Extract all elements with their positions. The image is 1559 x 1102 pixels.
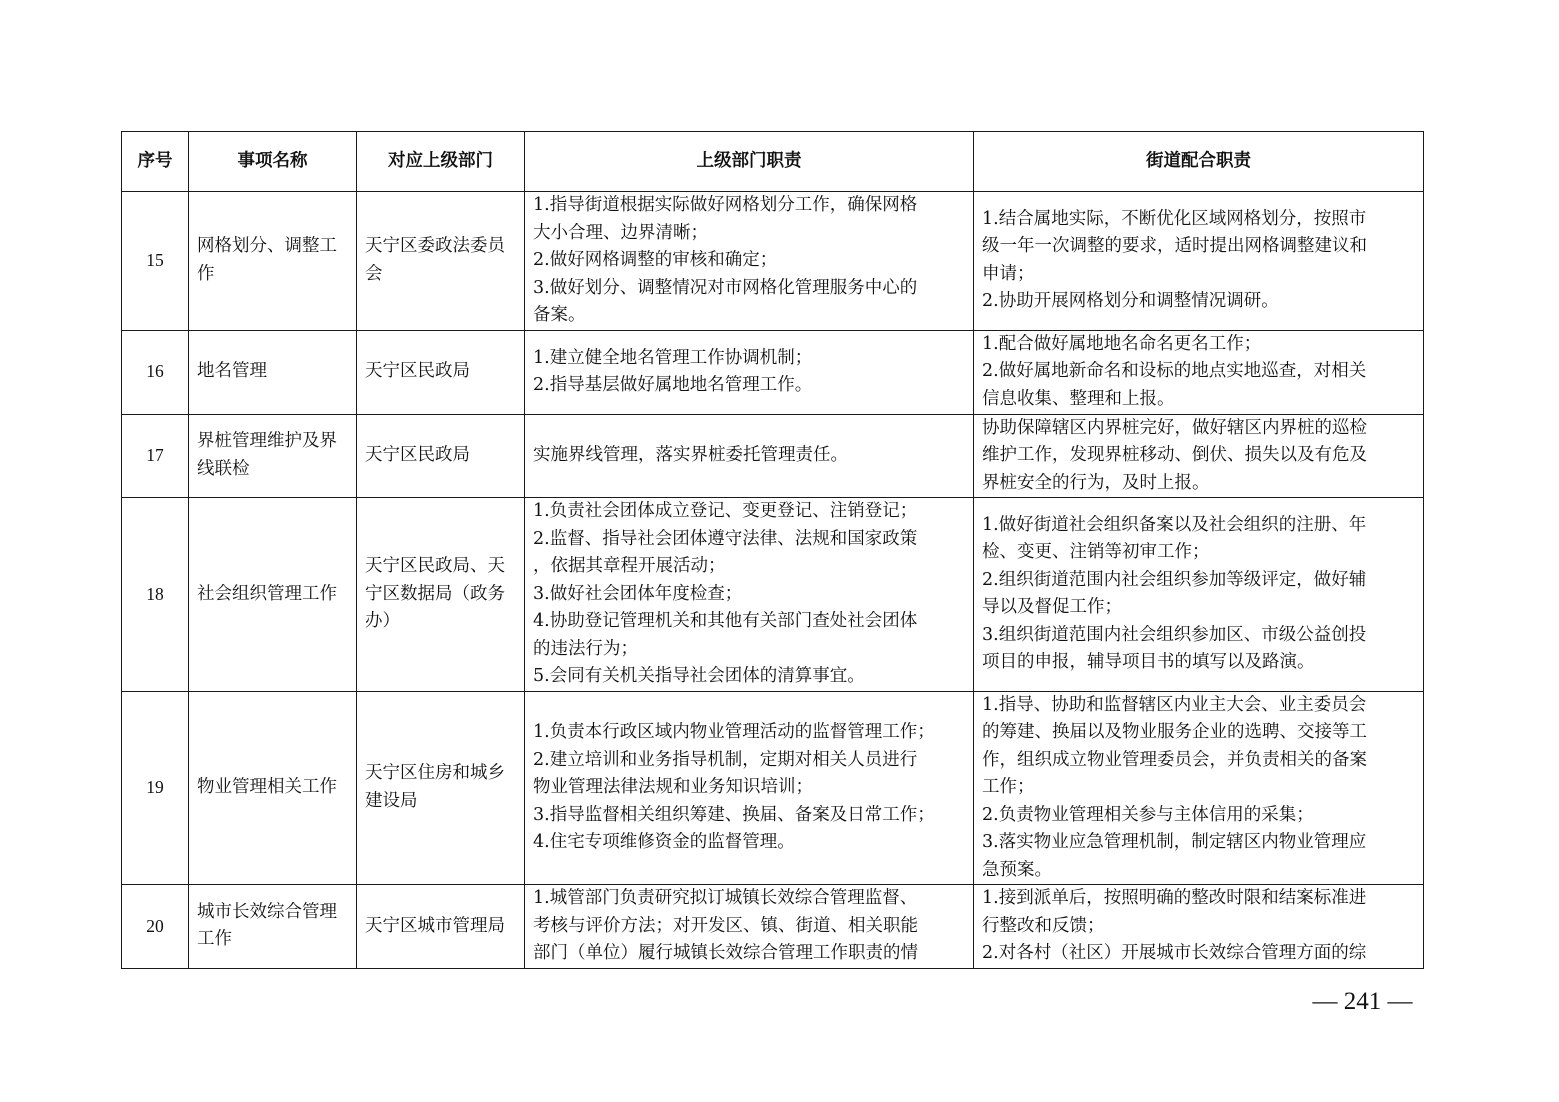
table-row — [122, 885, 1424, 969]
header-superior-duties: 上级部门职责 — [525, 132, 974, 192]
superior-duties — [525, 885, 974, 969]
duty-line: 部门（单位）履行城镇长效综合管理工作职责的情 — [533, 943, 918, 963]
duty-line: ，依据其章程开展活动； — [533, 556, 726, 576]
duty-line: 急预案。 — [982, 859, 1052, 880]
header-no: 序号 — [122, 132, 189, 192]
duty-line: 3.做好划分、调整情况对市网格化管理服务中心的 — [533, 277, 918, 298]
page-number: — 241 — — [1312, 988, 1413, 1015]
duty-line: 的筹建、换届以及物业服务企业的选聘、交接等工 — [982, 722, 1367, 742]
superior-duties — [525, 691, 974, 885]
item-name: 社会组织管理工作 — [189, 498, 357, 692]
header-item-name: 事项名称 — [189, 132, 357, 192]
duty-line: 维护工作，发现界桩移动、倒伏、损失以及有危及 — [982, 445, 1367, 465]
superior-department: 天宁区城市管理局 — [357, 885, 525, 969]
table-row — [122, 498, 1424, 692]
duty-line: 的违法行为； — [533, 638, 638, 659]
duty-line: 5.会同有关机关指导社会团体的清算事宜。 — [533, 666, 865, 686]
table-row — [122, 691, 1424, 885]
duty-line: 2.监督、指导社会团体遵守法律、法规和国家政策 — [533, 528, 918, 549]
duty-line: 2.做好属地新命名和设标的地点实地巡查，对相关 — [982, 361, 1367, 382]
duty-line: 项目的申报，辅导项目书的填写以及路演。 — [982, 652, 1315, 673]
header-street-duties: 街道配合职责 — [974, 132, 1424, 192]
item-name: 物业管理相关工作 — [189, 691, 357, 885]
row-number: 18 — [122, 498, 189, 692]
duties-table — [121, 131, 1424, 969]
row-number: 20 — [122, 885, 189, 969]
duty-line: 作，组织成立物业管理委员会，并负责相关的备案 — [982, 749, 1367, 770]
duty-line: 3.落实物业应急管理机制，制定辖区内物业管理应 — [982, 832, 1367, 852]
duty-line: 3.组织街道范围内社会组织参加区、市级公益创投 — [982, 624, 1367, 645]
duty-line: 2.组织街道范围内社会组织参加等级评定，做好辅 — [982, 569, 1367, 590]
duty-line: 协助保障辖区内界桩完好，做好辖区内界桩的巡检 — [982, 417, 1367, 438]
row-number: 17 — [122, 414, 189, 498]
item-name: 地名管理 — [189, 330, 357, 414]
duty-line: 2.负责物业管理相关参与主体信用的采集； — [982, 804, 1314, 825]
duty-line: 1.指导街道根据实际做好网格划分工作，确保网格 — [533, 195, 918, 215]
duty-line: 2.做好网格调整的审核和确定； — [533, 250, 778, 270]
duty-line: 检、变更、注销等初审工作； — [982, 542, 1210, 563]
table-row — [122, 192, 1424, 331]
row-number: 19 — [122, 691, 189, 885]
duty-line: 1.负责本行政区域内物业管理活动的监督管理工作； — [533, 722, 935, 742]
duty-line: 导以及督促工作； — [982, 597, 1122, 618]
duty-line: 实施界线管理，落实界桩委托管理责任。 — [533, 445, 848, 465]
duty-line: 4.住宅专项维修资金的监督管理。 — [533, 832, 795, 852]
superior-duties — [525, 192, 974, 331]
street-duties — [974, 498, 1424, 692]
duty-line: 备案。 — [533, 305, 586, 325]
superior-duties — [525, 414, 974, 498]
duty-line: 2.建立培训和业务指导机制，定期对相关人员进行 — [533, 749, 918, 770]
street-duties — [974, 414, 1424, 498]
superior-department: 天宁区民政局 — [357, 414, 525, 498]
duty-line: 1.配合做好属地地名命名更名工作； — [982, 333, 1262, 354]
row-number: 16 — [122, 330, 189, 414]
table-row — [122, 330, 1424, 414]
item-name: 界桩管理维护及界线联检 — [189, 414, 357, 498]
duty-line: 3.指导监督相关组织筹建、换届、备案及日常工作； — [533, 804, 935, 825]
item-name: 网格划分、调整工作 — [189, 192, 357, 331]
header-superior-dept: 对应上级部门 — [357, 132, 525, 192]
duty-line: 1.做好街道社会组织备案以及社会组织的注册、年 — [982, 514, 1367, 535]
street-duties — [974, 885, 1424, 969]
duty-line: 1.接到派单后，按照明确的整改时限和结案标准进 — [982, 888, 1367, 908]
item-name: 城市长效综合管理工作 — [189, 885, 357, 969]
duty-line: 4.协助登记管理机关和其他有关部门查处社会团体 — [533, 611, 918, 631]
row-number: 15 — [122, 192, 189, 331]
table-row — [122, 414, 1424, 498]
duty-line: 1.建立健全地名管理工作协调机制； — [533, 347, 813, 368]
duty-line: 2.对各村（社区）开展城市长效综合管理方面的综 — [982, 943, 1367, 963]
duty-line: 考核与评价方法；对开发区、镇、街道、相关职能 — [533, 915, 918, 936]
duty-line: 级一年一次调整的要求，适时提出网格调整建议和 — [982, 236, 1367, 257]
duty-line: 1.负责社会团体成立登记、变更登记、注销登记； — [533, 501, 918, 521]
street-duties — [974, 330, 1424, 414]
duty-line: 2.协助开展网格划分和调整情况调研。 — [982, 291, 1279, 312]
duty-line: 1.指导、协助和监督辖区内业主大会、业主委员会 — [982, 694, 1367, 715]
duty-line: 物业管理法律法规和业务知识培训； — [533, 777, 813, 797]
street-duties — [974, 192, 1424, 331]
superior-department: 天宁区民政局、天宁区数据局（政务办） — [357, 498, 525, 692]
street-duties — [974, 691, 1424, 885]
superior-duties — [525, 330, 974, 414]
duty-line: 3.做好社会团体年度检查； — [533, 583, 743, 604]
duty-line: 界桩安全的行为，及时上报。 — [982, 472, 1210, 493]
superior-department: 天宁区民政局 — [357, 330, 525, 414]
superior-department: 天宁区委政法委员会 — [357, 192, 525, 331]
duty-line: 大小合理、边界清晰； — [533, 222, 708, 243]
duty-line: 2.指导基层做好属地地名管理工作。 — [533, 375, 813, 395]
superior-department: 天宁区住房和城乡建设局 — [357, 691, 525, 885]
duty-line: 工作； — [982, 777, 1035, 797]
duty-line: 1.城管部门负责研究拟订城镇长效综合管理监督、 — [533, 888, 918, 908]
table-header-row — [122, 132, 1424, 192]
duty-line: 信息收集、整理和上报。 — [982, 388, 1175, 409]
superior-duties — [525, 498, 974, 692]
duty-line: 1.结合属地实际，不断优化区域网格划分，按照市 — [982, 208, 1367, 229]
duty-line: 行整改和反馈； — [982, 915, 1105, 936]
duty-line: 申请； — [982, 263, 1035, 284]
